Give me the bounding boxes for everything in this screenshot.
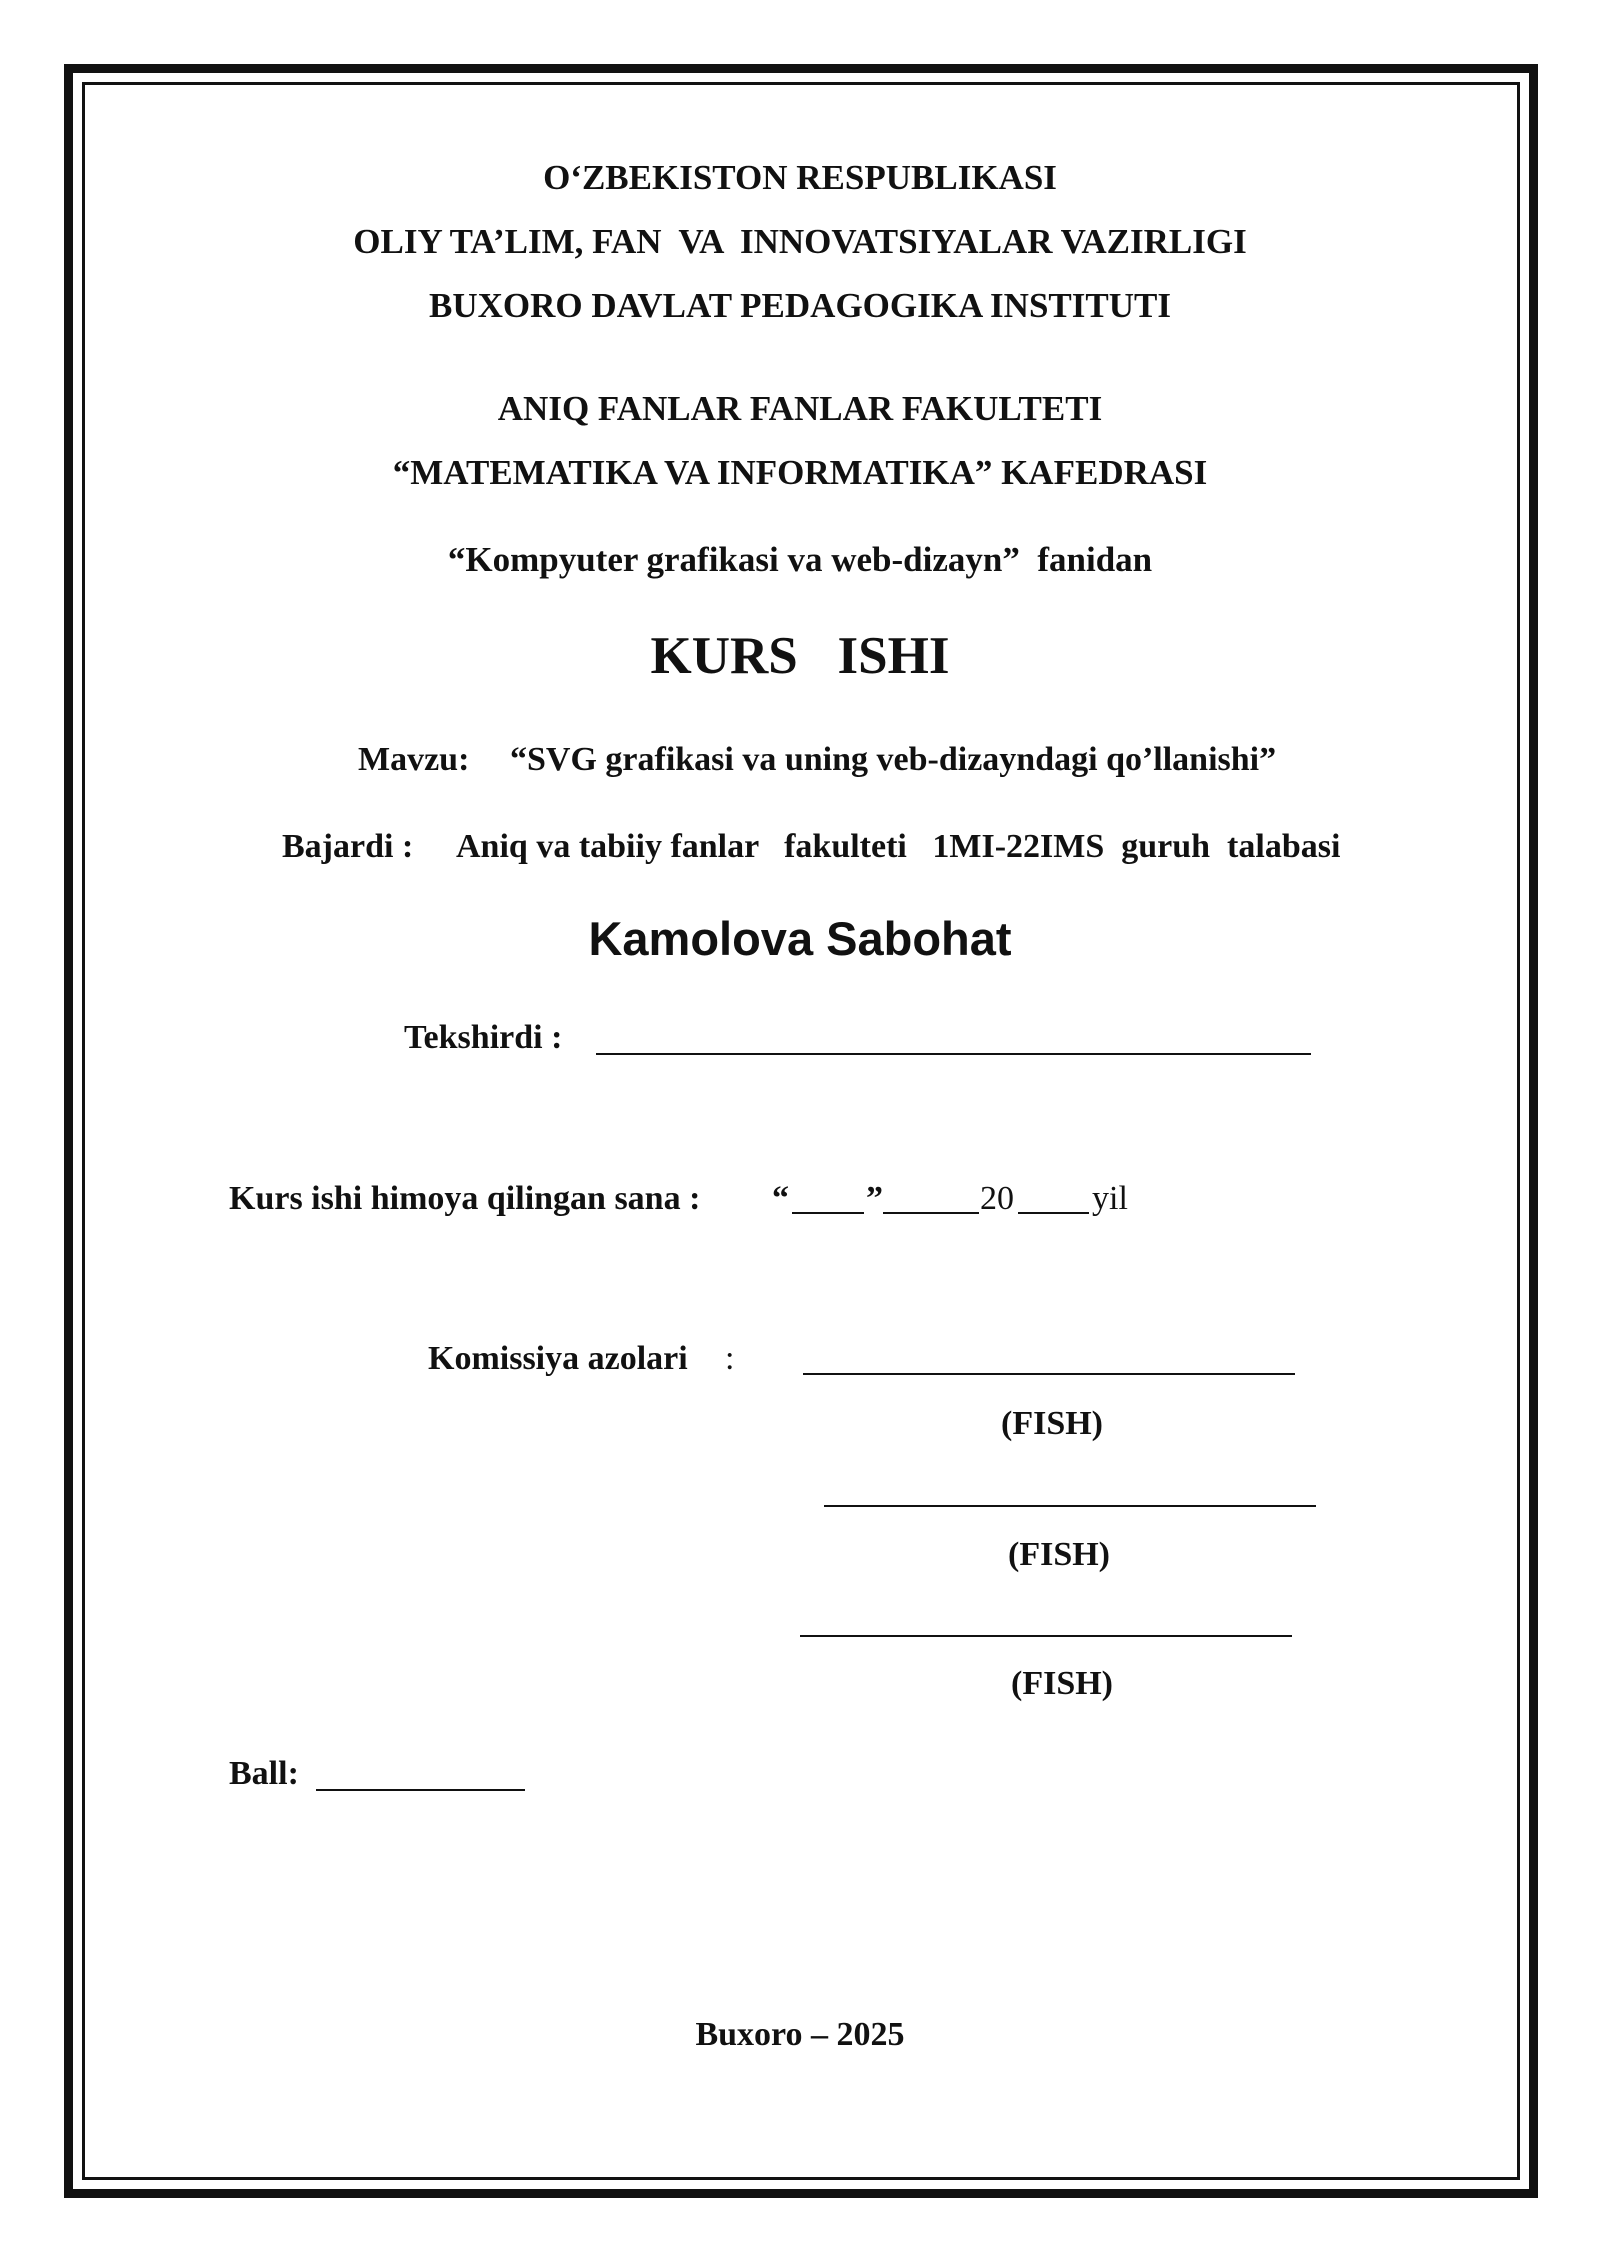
defense-date-day-blank: [792, 1212, 864, 1214]
defense-date-label: Kurs ishi himoya qilingan sana :: [229, 1180, 701, 1217]
student-name: Kamolova Sabohat: [588, 912, 1012, 965]
footer-city-year: Buxoro – 2025: [695, 2016, 905, 2053]
score-blank-line: [316, 1789, 525, 1791]
topic-value: “SVG grafikasi va uning veb-dizayndagi qo’llanishi”: [510, 741, 1277, 778]
commission-member-3-caption: (FISH): [1011, 1665, 1113, 1702]
commission-member-2-caption: (FISH): [1008, 1536, 1110, 1573]
header-country: O‘ZBEKISTON RESPUBLIKASI: [543, 158, 1057, 197]
subject-line: “Kompyuter grafikasi va web-dizayn” fanidan: [447, 540, 1153, 579]
defense-date-open-quote: “: [772, 1180, 789, 1217]
header-institute: BUXORO DAVLAT PEDAGOGIKA INSTITUTI: [429, 286, 1171, 325]
topic-label: Mavzu:: [358, 741, 470, 778]
checked-by-signature-line: [596, 1053, 1311, 1055]
commission-label: Komissiya azolari: [428, 1340, 688, 1377]
header-ministry: OLIY TA’LIM, FAN VA INNOVATSIYALAR VAZIRLIGI: [353, 222, 1247, 261]
commission-member-3-line: [800, 1635, 1292, 1637]
defense-date-suffix: yil: [1092, 1180, 1128, 1217]
document-title: KURS ISHI: [650, 627, 950, 685]
commission-colon: :: [725, 1340, 735, 1377]
defense-date-close-quote: ”: [866, 1180, 883, 1217]
commission-member-1-line: [803, 1373, 1295, 1375]
defense-date-month-blank: [883, 1212, 979, 1214]
checked-by-label: Tekshirdi :: [404, 1019, 563, 1056]
performer-label: Bajardi :: [282, 828, 414, 865]
commission-member-1-caption: (FISH): [1001, 1405, 1103, 1442]
defense-date-century: 20: [980, 1180, 1014, 1217]
header-faculty: ANIQ FANLAR FANLAR FAKULTETI: [497, 389, 1103, 428]
performer-value: Aniq va tabiiy fanlar fakulteti 1MI-22IMS guruh talabasi: [456, 828, 1341, 865]
defense-date-year-blank: [1018, 1212, 1089, 1214]
score-label: Ball:: [229, 1755, 299, 1792]
commission-member-2-line: [824, 1505, 1316, 1507]
header-department: “MATEMATIKA VA INFORMATIKA” KAFEDRASI: [392, 453, 1208, 492]
